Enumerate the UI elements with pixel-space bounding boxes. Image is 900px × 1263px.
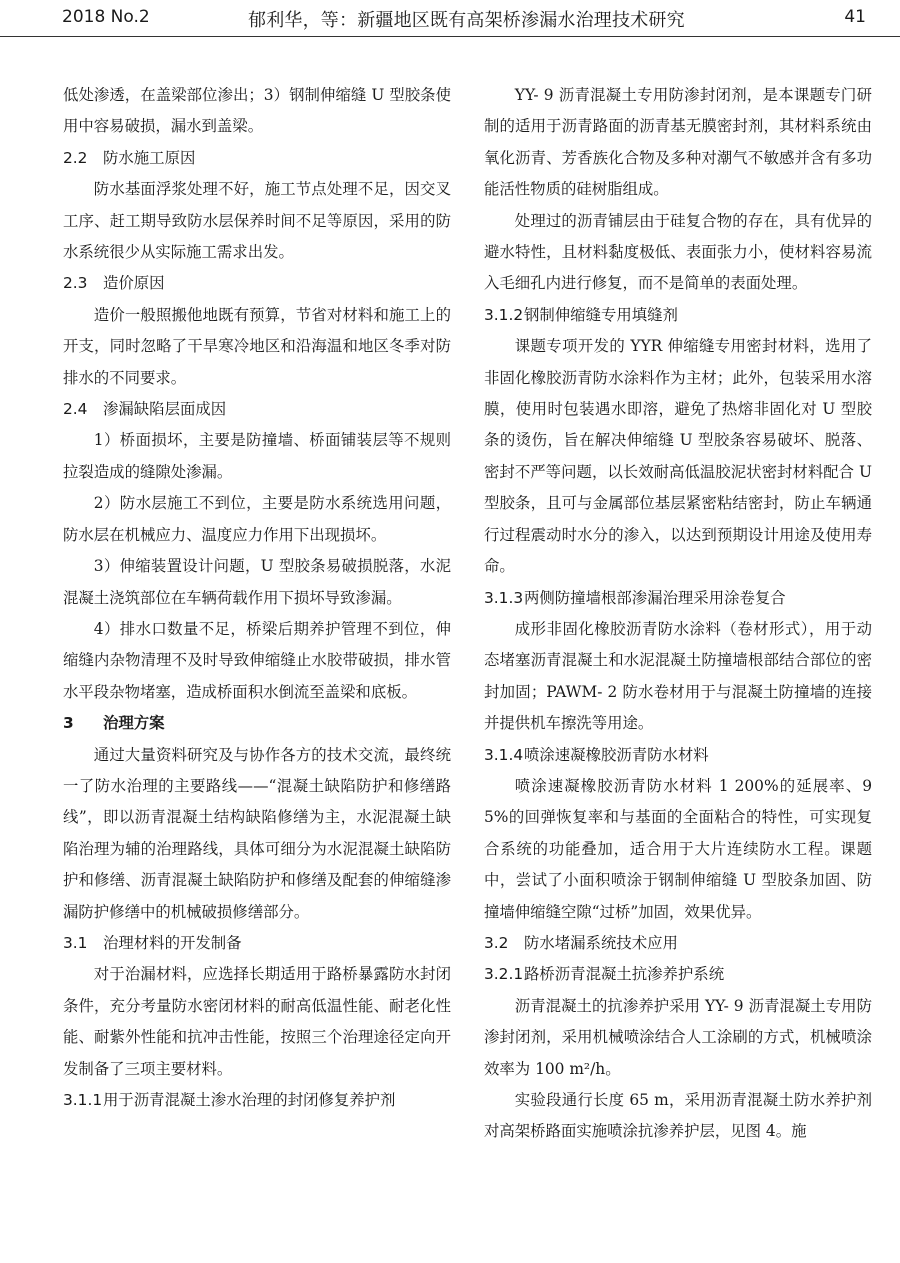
journal-issue: 2018 No.2: [62, 7, 150, 27]
section-title: 钢制伸缩缝专用填缝剂: [524, 305, 678, 324]
section-title: 治理材料的开发制备: [103, 933, 242, 952]
running-header: [0, 0, 900, 37]
section-heading: [63, 143, 451, 174]
section-title: 防水施工原因: [103, 148, 196, 167]
section-number: 3.1.1: [63, 1091, 103, 1109]
section-number: 3.2: [484, 933, 509, 952]
section-heading: [484, 300, 872, 331]
section-title: 渗漏缺陷层面成因: [103, 400, 227, 419]
section-title: 治理方案: [103, 714, 165, 733]
section-title: 用于沥青混凝土渗水治理的封闭修复养护剂: [103, 1091, 396, 1109]
section-title: 喷涂速凝橡胶沥青防水材料: [524, 745, 709, 764]
page-number: 41: [844, 7, 866, 27]
section-number: 3.1.2: [484, 305, 524, 324]
body-paragraph: YY- 9 沥青混凝土专用防渗封闭剂，是本课题专门研制的适用于沥青路面的沥青基无膜密封剂，其材料系统由氧化沥青、芳香族化合物及多种对潮气不敏感并含有多功能活性物质的硅树脂组成。: [484, 86, 872, 199]
section-heading: [484, 928, 872, 959]
body-paragraph: 课题专项开发的 YYR 伸缩缝专用密封材料，选用了非固化橡胶沥青防水涂料作为主材；此外，包装采用水溶膜，使用时包装遇水即溶，避免了热熔非固化对 U 型胶条的烫伤，旨在解决伸缩缝 U 型胶条容易破坏、脱落、密封不严等问题，以长效耐高低温胶泥状密封材料配合 U 型胶条，且可与金属部位基层紧密粘结密封，防止车辆通行过程震动时水分的渗入，以达到预期设计用途及使用寿命。: [484, 337, 872, 576]
section-number: 2.2: [63, 148, 88, 167]
section-number: 3.1: [63, 933, 88, 952]
left-column: [63, 80, 451, 1116]
body-paragraph: 喷涂速凝橡胶沥青防水材料 1 200%的延展率、95%的回弹恢复率和与基面的全面粘合的特性，可实现复合系统的功能叠加，适合用于大片连续防水工程。课题中，尝试了小面积喷涂于钢制伸缩缝 U 型胶条加固、防撞墙伸缩缝空隙“过桥”加固，效果优异。: [484, 776, 872, 921]
section-number: 3.2.1: [484, 965, 524, 984]
right-column: [484, 80, 872, 1148]
body-paragraph: 1）桥面损坏，主要是防撞墙、桥面铺装层等不规则拉裂造成的缝隙处渗漏。: [63, 431, 451, 481]
section-heading: [63, 708, 451, 739]
section-title: 造价原因: [103, 274, 165, 293]
body-paragraph: 成形非固化橡胶沥青防水涂料（卷材形式），用于动态堵塞沥青混凝土和水泥混凝土防撞墙根部结合部位的密封加固；PAWM- 2 防水卷材用于与混凝土防撞墙的连接并提供机车擦洗等用途。: [484, 619, 872, 733]
section-number: 2.3: [63, 274, 88, 293]
body-paragraph: 2）防水层施工不到位，主要是防水系统选用问题，防水层在机械应力、温度应力作用下出现损坏。: [63, 494, 451, 544]
section-number: 3: [63, 714, 74, 733]
section-heading: [63, 1085, 451, 1116]
body-paragraph: 通过大量资料研究及与协作各方的技术交流，最终统一了防水治理的主要路线——“混凝土缺陷防护和修缮路线”，即以沥青混凝土结构缺陷修缮为主，水泥混凝土缺陷治理为辅的治理路线，具体可细分为水泥混凝土缺陷防护和修缮、沥青混凝土缺陷防护和修缮及配套的伸缩缝渗漏防护修缮中的机械破损修缮部分。: [63, 745, 451, 921]
body-paragraph: 4）排水口数量不足，桥梁后期养护管理不到位，伸缩缝内杂物清理不及时导致伸缩缝止水胶带破损，排水管水平段杂物堵塞，造成桥面积水倒流至盖梁和底板。: [63, 619, 451, 701]
section-heading: [63, 394, 451, 425]
body-paragraph: 处理过的沥青铺层由于硅复合物的存在，具有优异的避水特性，且材料黏度极低、表面张力小，使材料容易流入毛细孔内进行修复，而不是简单的表面处理。: [484, 211, 872, 293]
body-paragraph: 3）伸缩装置设计问题，U 型胶条易破损脱落，水泥混凝土浇筑部位在车辆荷载作用下损坏导致渗漏。: [63, 557, 451, 607]
body-paragraph: 造价一般照搬他地既有预算，节省对材料和施工上的开支，同时忽略了干旱寒冷地区和沿海温和地区冬季对防排水的不同要求。: [63, 305, 451, 387]
section-number: 2.4: [63, 400, 88, 419]
section-number: 3.1.3: [484, 588, 524, 607]
body-paragraph: 对于治漏材料，应选择长期适用于路桥暴露防水封闭条件，充分考量防水密闭材料的耐高低温性能、耐老化性能、耐紫外性能和抗冲击性能，按照三个治理途径定向开发制备了三项主要材料。: [63, 965, 451, 1078]
section-number: 3.1.4: [484, 745, 524, 764]
section-heading: [484, 583, 872, 614]
section-heading: [63, 928, 451, 959]
section-title: 路桥沥青混凝土抗渗养护系统: [524, 965, 725, 984]
section-heading: [63, 268, 451, 299]
body-paragraph: 防水基面浮浆处理不好，施工节点处理不足，因交叉工序、赶工期导致防水层保养时间不足等原因，采用的防水系统很少从实际施工需求出发。: [63, 180, 451, 262]
body-paragraph: 沥青混凝土的抗渗养护采用 YY- 9 沥青混凝土专用防渗封闭剂，采用机械喷涂结合人工涂刷的方式，机械喷涂效率为 100 m²/h。: [484, 996, 872, 1078]
section-heading: [484, 959, 872, 990]
section-title: 防水堵漏系统技术应用: [524, 933, 678, 952]
section-heading: [484, 740, 872, 771]
body-paragraph: 低处渗透，在盖梁部位渗出；3）钢制伸缩缝 U 型胶条使用中容易破损，漏水到盖梁。: [63, 86, 451, 136]
section-title: 两侧防撞墙根部渗漏治理采用涂卷复合: [524, 588, 786, 607]
running-title: 郁利华，等：新疆地区既有高架桥渗漏水治理技术研究: [248, 10, 685, 31]
body-paragraph: 实验段通行长度 65 m，采用沥青混凝土防水养护剂对高架桥路面实施喷涂抗渗养护层，见图 4。施: [484, 1091, 872, 1141]
